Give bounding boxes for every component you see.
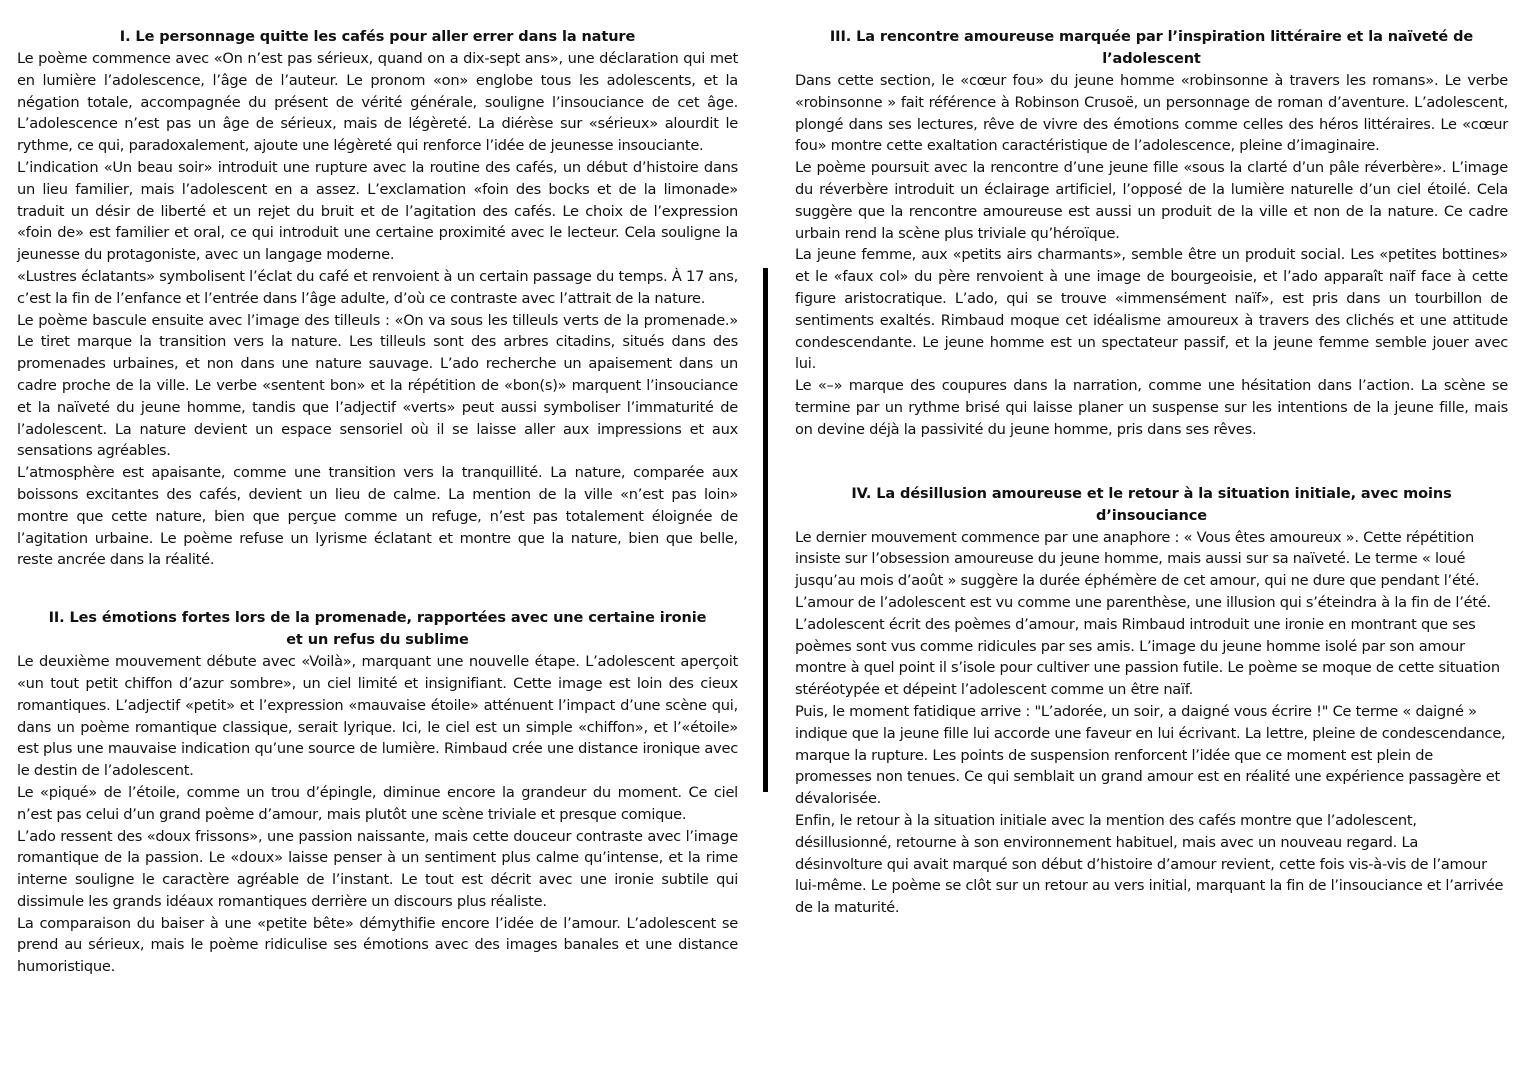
column-divider	[763, 268, 768, 792]
section-1-paragraph: «Lustres éclatants» symbolisent l’éclat du café et renvoient à un certain passage du temps. À 17 ans, c’est la fin de l’enfance et l’entrée dans l’âge adulte, d’où ce contraste avec l’attrait de la nature.	[17, 267, 738, 307]
section-3-paragraph: Le poème poursuit avec la rencontre d’une jeune fille «sous la clarté d’un pâle réverbère». L’image du réverbère introduit un éclairage artificiel, l’opposé de la lumière naturelle d’un ciel étoilé. Cela suggère que la rencontre amoureuse est aussi un produit de la ville et non de la nature. Ce cadre urbain rend la scène plus triviale qu’héroïque.	[795, 159, 1508, 242]
section-1-paragraph: Le poème bascule ensuite avec l’image des tilleuls : «On va sous les tilleuls verts de la promenade.» Le tiret marque la transition vers la nature. Les tilleuls sont des arbres citadins, situés dans des promenades urbaines, et non dans une nature sauvage. L’ado recherche un apaisement dans un cadre proche de la ville. Le verbe «sentent bon» et la répétition de «bon(s)» marquent l’insouciance et la naïveté du jeune homme, tandis que l’adjectif «verts» peut aussi symboliser l’immaturité de l’adolescent. La nature devient un espace sensoriel où il se laisse aller aux impressions et aux sensations agréables.	[17, 311, 738, 460]
section-2-paragraph: Le deuxième mouvement débute avec «Voilà», marquant une nouvelle étape. L’adolescent aperçoit «un tout petit chiffon d’azur sombre», un ciel limité et insignifiant. Cette image est loin des cieux romantiques. L’adjectif «petit» et l’expression «mauvaise étoile» atténuent l’impact d’une scène qui, dans un poème romantique classique, serait lyrique. Ici, le ciel est un simple «chiffon», et l’«étoile» est plus une mauvaise indication qu’une source de lumière. Rimbaud crée une distance ironique avec le destin de l’adolescent.	[17, 653, 738, 780]
section-4-title: IV. La désillusion amoureuse et le retour à la situation initiale, avec moins d’insouciance	[851, 485, 1452, 524]
section-2-paragraph: Le «piqué» de l’étoile, comme un trou d’épingle, diminue encore la grandeur du moment. Ce ciel n’est pas celui d’un grand poème d’amour, mais plutôt une scène triviale et presque comique.	[17, 783, 738, 823]
section-4-paragraph: L’adolescent écrit des poèmes d’amour, mais Rimbaud introduit une ironie en montrant que ses poèmes sont vus comme ridicules par ses amis. L’image du jeune homme isolé par son amour montre à quel point il s’isole pour cultiver une passion futile. Le poème se moque de cette situation stéréotypée et dépeint l’adolescent comme un être naïf.	[795, 615, 1500, 699]
section-4-paragraph: Enfin, le retour à la situation initiale avec la mention des cafés montre que l’adolescent, désillusionné, retourne à son environnement habituel, mais avec un nouveau regard. La désinvolture qui avait marqué son début d’histoire d’amour revient, cette fois vis-à-vis de l’amour lui-même. Le poème se clôt sur un retour au vers initial, marquant la fin de l’insouciance et l’arrivée de la maturité.	[795, 811, 1504, 917]
section-2-paragraph: La comparaison du baiser à une «petite bête» démythifie encore l’idée de l’amour. L’adolescent se prend au sérieux, mais le poème ridiculise ses émotions avec des images banales et une distance humoristique.	[17, 914, 738, 976]
section-3-paragraph: Le «–» marque des coupures dans la narration, comme une hésitation dans l’action. La scène se termine par un rythme brisé qui laisse planer un suspense sur les intentions de la jeune fille, mais on devine déjà la passivité du jeune homme, pris dans ses rêves.	[795, 377, 1508, 438]
section-1-paragraph: L’atmosphère est apaisante, comme une transition vers la tranquillité. La nature, comparée aux boissons excitantes des cafés, devient un lieu de calme. La mention de la ville «n’est pas loin» montre que cette nature, bien que perçue comme un refuge, n’est pas totalement éloignée de l’agitation urbaine. Le poème refuse un lyrisme éclatant et montre que la nature, bien que belle, reste ancrée dans la réalité.	[17, 464, 738, 569]
section-2-paragraph: L’ado ressent des «doux frissons», une passion naissante, mais cette douceur contraste avec l’image romantique de la passion. Le «doux» laisse penser à un sentiment plus calme qu’intense, et la rime interne souligne le caractère agréable de l’instant. Le tout est décrit avec une ironie subtile qui dissimule les grands idéaux romantiques derrière un discours plus réaliste.	[17, 827, 738, 910]
section-1-paragraph: L’indication «Un beau soir» introduit une rupture avec la routine des cafés, un début d’histoire dans un lieu familier, mais l’adolescent en a assez. L’exclamation «foin des bocks et de la limonade» traduit un désir de liberté et un rejet du bruit et de l’agitation des cafés. Le choix de l’expression «foin de» est familier et oral, ce qui introduit une certaine proximité avec le lecteur. Cela souligne la jeunesse du protagoniste, avec un langage moderne.	[17, 158, 738, 264]
section-4-paragraph: Le dernier mouvement commence par une anaphore : « Vous êtes amoureux ». Cette répétition insiste sur l’obsession amoureuse du jeune homme, mais aussi sur sa naïveté. Le terme « loué jusqu’au mois d’août » suggère la durée éphémère de cet amour, qui ne dure que pendant l’été. L’amour de l’adolescent est vu comme une parenthèse, une illusion qui s’éteindra à la fin de l’été.	[795, 528, 1491, 611]
section-spacer	[795, 441, 1508, 483]
section-3-paragraph: Dans cette section, le «cœur fou» du jeune homme «robinsonne à travers les romans». Le verbe «robinsonne » fait référence à Robinson Crusoë, un personnage de roman d’aventure. L’adolescent, plongé dans ses lectures, rêve de vivre des émotions comme celles des héros littéraires. Le «cœur fou» montre cette exaltation caractéristique de l’adolescence, pleine d’imaginaire.	[795, 72, 1508, 155]
right-column	[795, 26, 1508, 919]
section-1-title: I. Le personnage quitte les cafés pour aller errer dans la nature	[119, 29, 636, 45]
section-3-title: III. La rencontre amoureuse marquée par l’inspiration littéraire et la naïveté de l’adolescent	[829, 29, 1474, 67]
section-2-title: II. Les émotions fortes lors de la promenade, rapportées avec une certaine ironie et un refus du sublime	[48, 610, 707, 649]
section-4-paragraph: Puis, le moment fatidique arrive : "L’adorée, un soir, a daigné vous écrire !" Ce terme « daigné » indique que la jeune fille lui accorde une faveur en lui écrivant. La lettre, pleine de condescendance, marque la rupture. Les points de suspension renforcent l’idée que ce moment est plein de promesses non tenues. Ce qui semblait un grand amour est en réalité une expérience passagère et dévalorisée.	[795, 702, 1506, 808]
section-3-paragraph: La jeune femme, aux «petits airs charmants», semble être un produit social. Les «petites bottines» et le «faux col» du père renvoient à une image de bourgeoisie, et l’ado apparaît naïf face à cette figure aristocratique. L’ado, qui se trouve «immensément naïf», est pris dans un tourbillon de sentiments exaltés. Rimbaud moque cet idéalisme amoureux à travers des clichés et une attitude condescendante. Le jeune homme est un spectateur passif, et la jeune femme semble jouer avec lui.	[795, 246, 1508, 373]
section-spacer	[17, 571, 738, 607]
section-1-paragraph: Le poème commence avec «On n’est pas sérieux, quand on a dix-sept ans», une déclaration qui met en lumière l’adolescence, l’âge de l’auteur. Le pronom «on» englobe tous les adolescents, et la négation totale, accompagnée du présent de vérité générale, souligne l’insouciance de cet âge. L’adolescence n’est pas un âge de sérieux, mais de légèreté. La diérèse sur «sérieux» alourdit le rythme, ce qui, paradoxalement, ajoute une légèreté qui renforce l’idée de jeunesse insouciante.	[17, 50, 738, 155]
left-column	[17, 26, 738, 978]
